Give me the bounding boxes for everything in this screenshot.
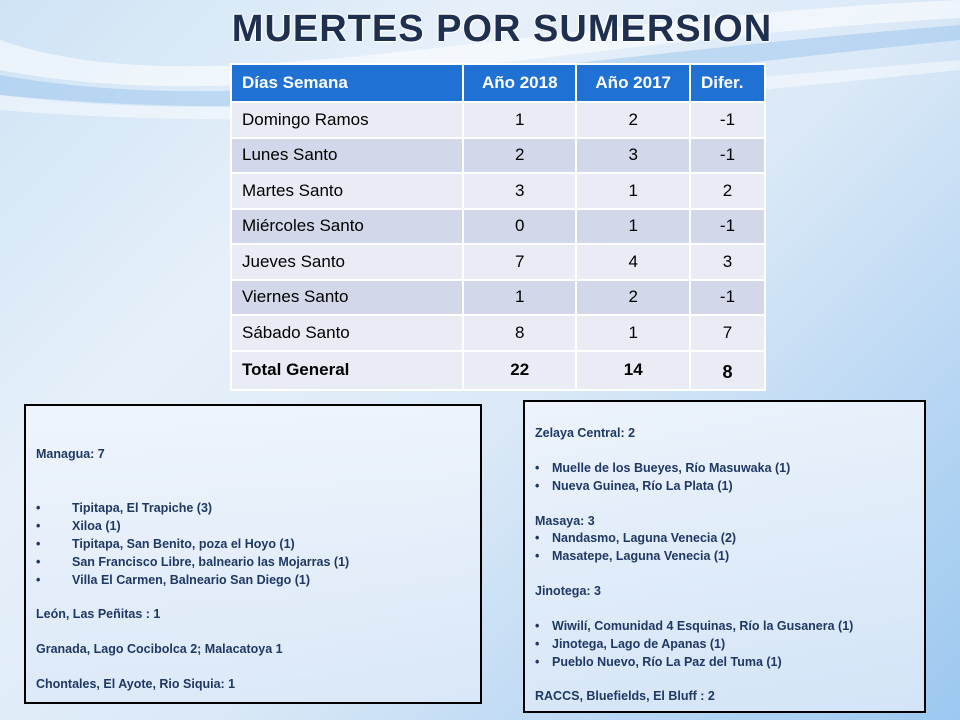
total-row xyxy=(231,351,765,391)
list-item: Nueva Guinea, Río La Plata (1) xyxy=(552,479,733,493)
list-item: Tipitapa, El Trapiche (3) xyxy=(72,501,213,515)
managua-heading: Managua: 7 xyxy=(36,447,105,461)
bullet: • xyxy=(36,573,41,587)
table-row xyxy=(231,315,765,351)
diff-cell: -1 xyxy=(690,138,765,174)
day-cell: Sábado Santo xyxy=(231,315,463,351)
diff-cell: 3 xyxy=(690,244,765,280)
value-2018-cell: 2 xyxy=(463,138,576,174)
list-item: Xiloa (1) xyxy=(72,519,121,533)
bullet: • xyxy=(535,549,540,563)
diff-cell: 2 xyxy=(690,173,765,209)
value-2018-cell: 3 xyxy=(463,173,576,209)
masaya-heading: Masaya: 3 xyxy=(535,514,595,528)
total-diff-cell: 8 xyxy=(690,351,765,391)
granada-line: Granada, Lago Cocibolca 2; Malacatoya 1 xyxy=(36,642,283,656)
table-row xyxy=(231,244,765,280)
header-dias-semana: Días Semana xyxy=(231,64,463,102)
day-cell: Martes Santo xyxy=(231,173,463,209)
list-item: Villa El Carmen, Balneario San Diego (1) xyxy=(72,573,311,587)
right-locations-box xyxy=(523,400,926,713)
value-2018-cell: 0 xyxy=(463,209,576,245)
diff-cell: -1 xyxy=(690,280,765,316)
value-2017-cell: 2 xyxy=(576,280,689,316)
list-item: Pueblo Nuevo, Río La Paz del Tuma (1) xyxy=(552,655,782,669)
value-2017-cell: 1 xyxy=(576,173,689,209)
table-row xyxy=(231,209,765,245)
list-item: Masatepe, Laguna Venecia (1) xyxy=(552,549,730,563)
zelaya-heading: Zelaya Central: 2 xyxy=(535,426,636,440)
day-cell: Domingo Ramos xyxy=(231,102,463,138)
diff-cell: 7 xyxy=(690,315,765,351)
total-label-cell: Total General xyxy=(231,351,463,391)
bullet: • xyxy=(535,655,540,669)
day-cell: Lunes Santo xyxy=(231,138,463,174)
bullet: • xyxy=(535,461,540,475)
bullet: • xyxy=(36,501,41,515)
table-header-row xyxy=(231,64,765,102)
bullet: • xyxy=(535,619,540,633)
value-2018-cell: 8 xyxy=(463,315,576,351)
total-2017-cell: 14 xyxy=(576,351,689,391)
chontales-line: Chontales, El Ayote, Rio Siquia: 1 xyxy=(36,677,236,691)
jinotega-heading: Jinotega: 3 xyxy=(535,584,601,598)
bullet: • xyxy=(535,479,540,493)
table-row xyxy=(231,138,765,174)
list-item: Tipitapa, San Benito, poza el Hoyo (1) xyxy=(72,537,295,551)
table-row xyxy=(231,280,765,316)
diff-cell: -1 xyxy=(690,209,765,245)
bullet: • xyxy=(535,531,540,545)
list-item: Muelle de los Bueyes, Río Masuwaka (1) xyxy=(552,461,791,475)
day-cell: Miércoles Santo xyxy=(231,209,463,245)
weekday-deaths-table xyxy=(230,63,766,391)
header-ano-2017: Año 2017 xyxy=(576,64,689,102)
table-row xyxy=(231,173,765,209)
value-2018-cell: 1 xyxy=(463,280,576,316)
value-2018-cell: 7 xyxy=(463,244,576,280)
value-2017-cell: 4 xyxy=(576,244,689,280)
list-item: San Francisco Libre, balneario las Mojarras (1) xyxy=(72,555,350,569)
day-cell: Jueves Santo xyxy=(231,244,463,280)
value-2017-cell: 2 xyxy=(576,102,689,138)
table-row xyxy=(231,102,765,138)
header-ano-2018: Año 2018 xyxy=(463,64,576,102)
value-2017-cell: 1 xyxy=(576,315,689,351)
bullet: • xyxy=(36,555,41,569)
left-locations-box xyxy=(24,404,482,704)
value-2017-cell: 3 xyxy=(576,138,689,174)
leon-line: León, Las Peñitas : 1 xyxy=(36,607,161,621)
list-item: Nandasmo, Laguna Venecia (2) xyxy=(552,531,737,545)
bullet: • xyxy=(535,637,540,651)
bullet: • xyxy=(36,537,41,551)
header-difer: Difer. xyxy=(690,64,765,102)
value-2017-cell: 1 xyxy=(576,209,689,245)
diff-cell: -1 xyxy=(690,102,765,138)
page-title: MUERTES POR SUMERSION xyxy=(231,8,773,50)
value-2018-cell: 1 xyxy=(463,102,576,138)
day-cell: Viernes Santo xyxy=(231,280,463,316)
list-item: Jinotega, Lago de Apanas (1) xyxy=(552,637,726,651)
bullet: • xyxy=(36,519,41,533)
raccs-line: RACCS, Bluefields, El Bluff : 2 xyxy=(535,689,715,703)
list-item: Wiwilí, Comunidad 4 Esquinas, Río la Gusanera (1) xyxy=(552,619,854,633)
total-2018-cell: 22 xyxy=(463,351,576,391)
